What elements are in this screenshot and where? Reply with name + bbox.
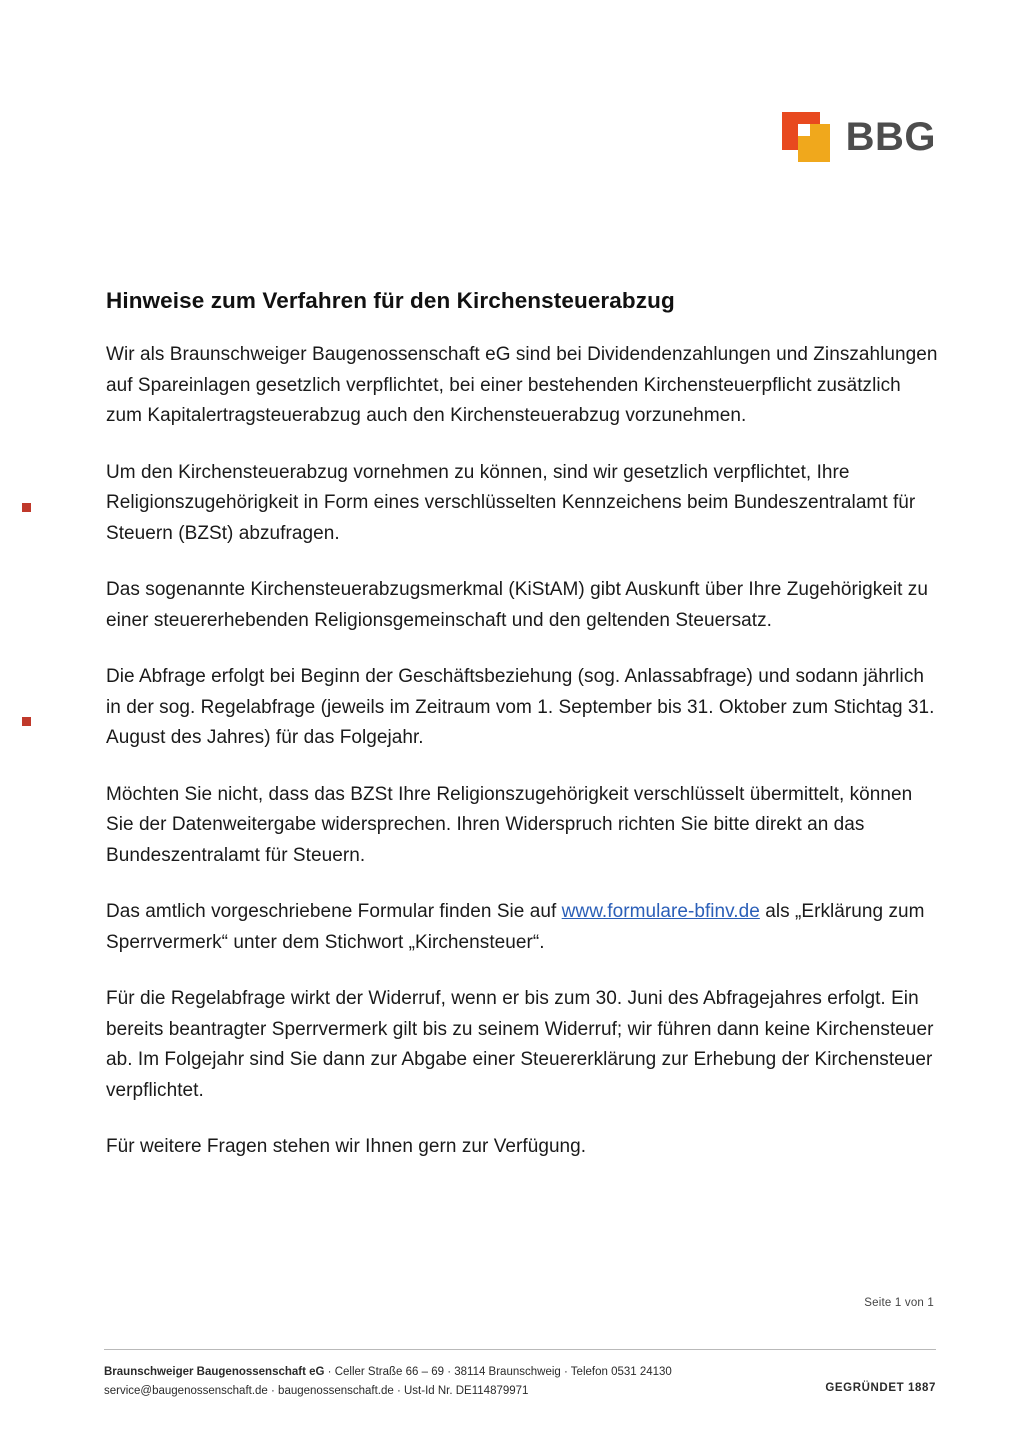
- logo-wordmark: BBG: [845, 115, 936, 159]
- company-logo: [782, 112, 936, 162]
- footer-company-name: Braunschweiger Baugenossenschaft eG: [104, 1366, 325, 1378]
- footer-address: · Celler Straße 66 – 69 · 38114 Braunschweig · Telefon 0531 24130: [324, 1366, 672, 1378]
- link-paragraph-suffix: als „Erklärung zum Sperrvermerk“ unter dem Stichwort „Kirchensteuer“.: [106, 901, 925, 953]
- paragraph-4: Die Abfrage erfolgt bei Beginn der Geschäftsbeziehung (sog. Anlassabfrage) und sodann jährlich in der sog. Regelabfrage (jeweils im Zeitraum vom 1. September bis 31. Oktober zum Stichtag 31. August des Jahres) für das Folgejahr.: [106, 666, 935, 748]
- document-body: [106, 288, 942, 1163]
- margin-mark-1: [22, 503, 31, 512]
- paragraph-5: Möchten Sie nicht, dass das BZSt Ihre Religionszugehörigkeit verschlüsselt übermittelt, können Sie der Datenweitergabe widersprechen. Ihren Widerspruch richten Sie bitte direkt an das Bundeszentralamt für Steuern.: [106, 783, 913, 866]
- footer-founded: GEGRÜNDET 1887: [825, 1382, 936, 1394]
- footer-contact-line: service@baugenossenschaft.de · baugenossenschaft.de · Ust-Id Nr. DE114879971: [104, 1385, 529, 1397]
- page-footer: [104, 1349, 936, 1401]
- paragraph-3: Das sogenannte Kirchensteuerabzugsmerkmal (KiStAM) gibt Auskunft über Ihre Zugehörigkeit zu einer steuererhebenden Religionsgemeinschaft und den geltenden Steuersatz.: [106, 579, 928, 631]
- paragraph-form-link: [106, 897, 942, 958]
- link-paragraph-prefix: Das amtlich vorgeschriebene Formular finden Sie auf: [106, 901, 562, 922]
- footer-address-line: [104, 1363, 672, 1382]
- page-number: Seite 1 von 1: [864, 1297, 934, 1309]
- paragraph-6: Für die Regelabfrage wirkt der Widerruf, wenn er bis zum 30. Juni des Abfragejahres erfolgt. Ein bereits beantragter Sperrvermerk gilt bis zu seinem Widerruf; wir führen dann keine Kirchensteuer ab. Im Folgejahr sind Sie dann zur Abgabe einer Steuererklärung zur Erhebung der Kirchensteuer verpflichtet.: [106, 988, 934, 1101]
- page-title: Hinweise zum Verfahren für den Kirchensteuerabzug: [106, 288, 675, 313]
- paragraph-2: Um den Kirchensteuerabzug vornehmen zu können, sind wir gesetzlich verpflichtet, Ihre Religionszugehörigkeit in Form eines verschlüsselten Kennzeichens beim Bundeszentralamt für Steuern (BZSt) abzufragen.: [106, 461, 916, 544]
- footer-company-info: [104, 1363, 672, 1401]
- formulare-bfinv-link[interactable]: www.formulare-bfinv.de: [561, 901, 760, 922]
- paragraph-7: Für weitere Fragen stehen wir Ihnen gern zur Verfügung.: [106, 1136, 587, 1157]
- bbg-logo-icon: [782, 112, 832, 162]
- paragraph-1: Wir als Braunschweiger Baugenossenschaft eG sind bei Dividendenzahlungen und Zinszahlungen auf Spareinlagen gesetzlich verpflichtet, bei einer bestehenden Kirchensteuerpflicht zusätzlich zum Kapitalertragsteuerabzug auch den Kirchensteuerabzug vorzunehmen.: [106, 344, 938, 426]
- margin-mark-2: [22, 717, 31, 726]
